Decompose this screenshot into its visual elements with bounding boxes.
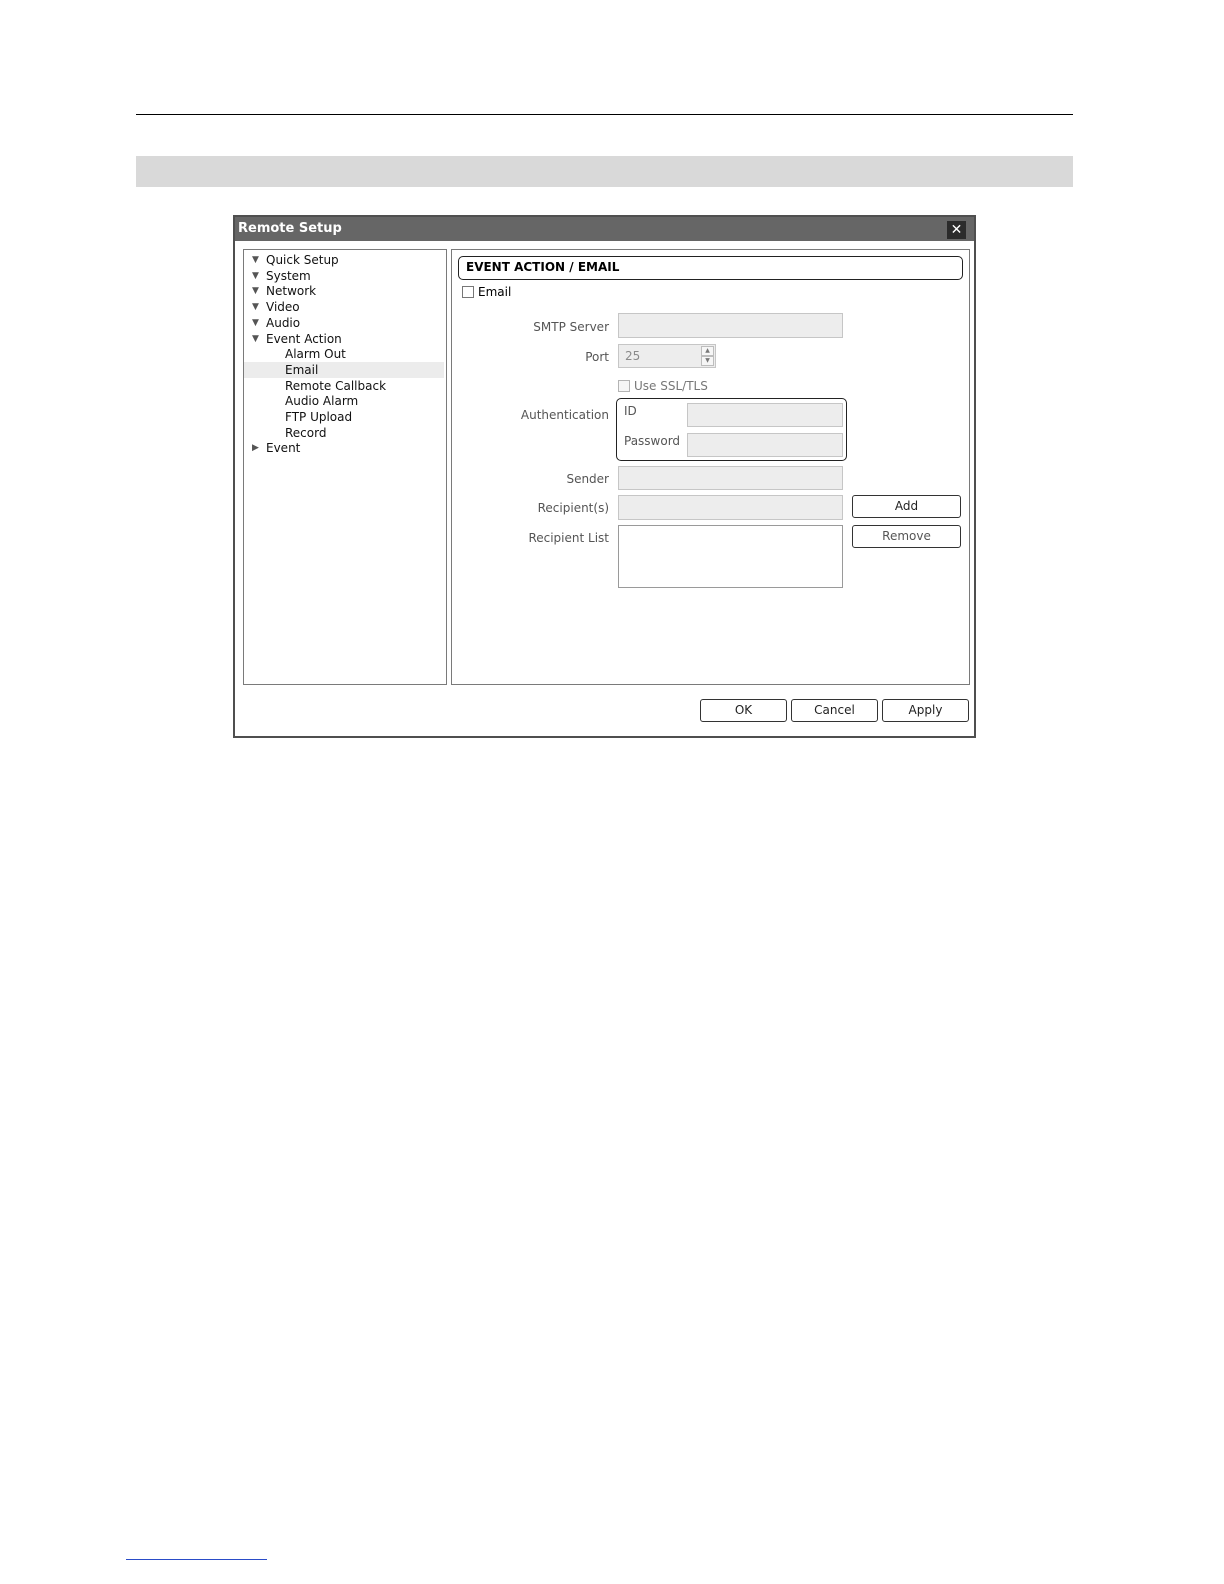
add-recipient-button[interactable]: Add: [852, 495, 961, 518]
expanded-triangle-icon[interactable]: ▼: [252, 255, 259, 265]
window-titlebar: [235, 217, 974, 241]
sender-label: Sender: [566, 472, 609, 486]
smtp-server-input[interactable]: [618, 313, 843, 338]
port-label: Port: [585, 350, 609, 364]
email-settings-panel: [451, 249, 970, 685]
spin-down-icon[interactable]: ▼: [701, 356, 714, 366]
settings-tree: [243, 249, 447, 685]
section-title: EVENT ACTION / EMAIL: [458, 256, 963, 280]
auth-password-label: Password: [624, 434, 681, 448]
expanded-triangle-icon[interactable]: ▼: [252, 302, 259, 313]
ok-button[interactable]: OK: [700, 699, 787, 722]
tree-item-event-action[interactable]: ▼ Event Action: [252, 331, 342, 346]
smtp-server-label: SMTP Server: [533, 320, 609, 334]
tree-item-event[interactable]: ▶ Event: [252, 441, 301, 456]
tree-item-video[interactable]: ▼ Video: [252, 300, 300, 315]
tree-item-alarm-out[interactable]: Alarm Out: [285, 347, 346, 362]
apply-button[interactable]: Apply: [882, 699, 969, 722]
tree-item-email[interactable]: Email: [244, 362, 444, 378]
tree-item-audio[interactable]: ▼ Audio: [252, 315, 301, 330]
tree-item-ftp-upload[interactable]: FTP Upload: [285, 410, 353, 424]
tree-item-quick-setup[interactable]: ▼ Quick Setup: [252, 253, 339, 267]
email-enable-label: Email: [478, 285, 512, 299]
tree-item-remote-callback[interactable]: Remote Callback: [285, 378, 387, 393]
expanded-triangle-icon[interactable]: ▼: [252, 286, 259, 297]
remove-recipient-button[interactable]: Remove: [852, 525, 961, 548]
remote-setup-window: [233, 215, 976, 738]
recipient-list-label: Recipient List: [528, 531, 609, 545]
recipients-input[interactable]: [618, 495, 843, 520]
close-icon[interactable]: ✕: [947, 221, 966, 239]
sender-input[interactable]: [618, 466, 843, 490]
expanded-triangle-icon[interactable]: ▼: [252, 270, 259, 281]
collapsed-triangle-icon[interactable]: ▶: [252, 443, 259, 454]
auth-password-input[interactable]: [687, 433, 843, 457]
port-value: 25: [625, 349, 641, 363]
ssl-label: Use SSL/TLS: [634, 379, 708, 393]
footnote-link-rule: [126, 1559, 267, 1560]
port-spinbox[interactable]: [618, 344, 716, 368]
expanded-triangle-icon[interactable]: ▼: [252, 333, 259, 344]
auth-id-label: ID: [624, 404, 637, 418]
cancel-button[interactable]: Cancel: [791, 699, 878, 722]
recipient-list[interactable]: [618, 525, 843, 588]
page-top-rule: [136, 114, 1073, 115]
email-enable-checkbox[interactable]: [462, 286, 474, 298]
window-title: Remote Setup: [238, 221, 342, 236]
tree-item-network[interactable]: ▼ Network: [252, 284, 317, 299]
spin-up-icon[interactable]: ▲: [701, 346, 714, 356]
ssl-checkbox[interactable]: [618, 380, 630, 392]
recipients-label: Recipient(s): [537, 501, 609, 515]
authentication-label: Authentication: [520, 408, 609, 422]
tree-item-system[interactable]: ▼ System: [252, 268, 311, 283]
authentication-group: [616, 398, 847, 461]
tree-item-audio-alarm[interactable]: Audio Alarm: [285, 394, 359, 409]
expanded-triangle-icon[interactable]: ▼: [252, 317, 259, 328]
auth-id-input[interactable]: [687, 403, 843, 427]
tree-item-record[interactable]: Record: [285, 425, 327, 440]
section-band: [136, 156, 1073, 187]
